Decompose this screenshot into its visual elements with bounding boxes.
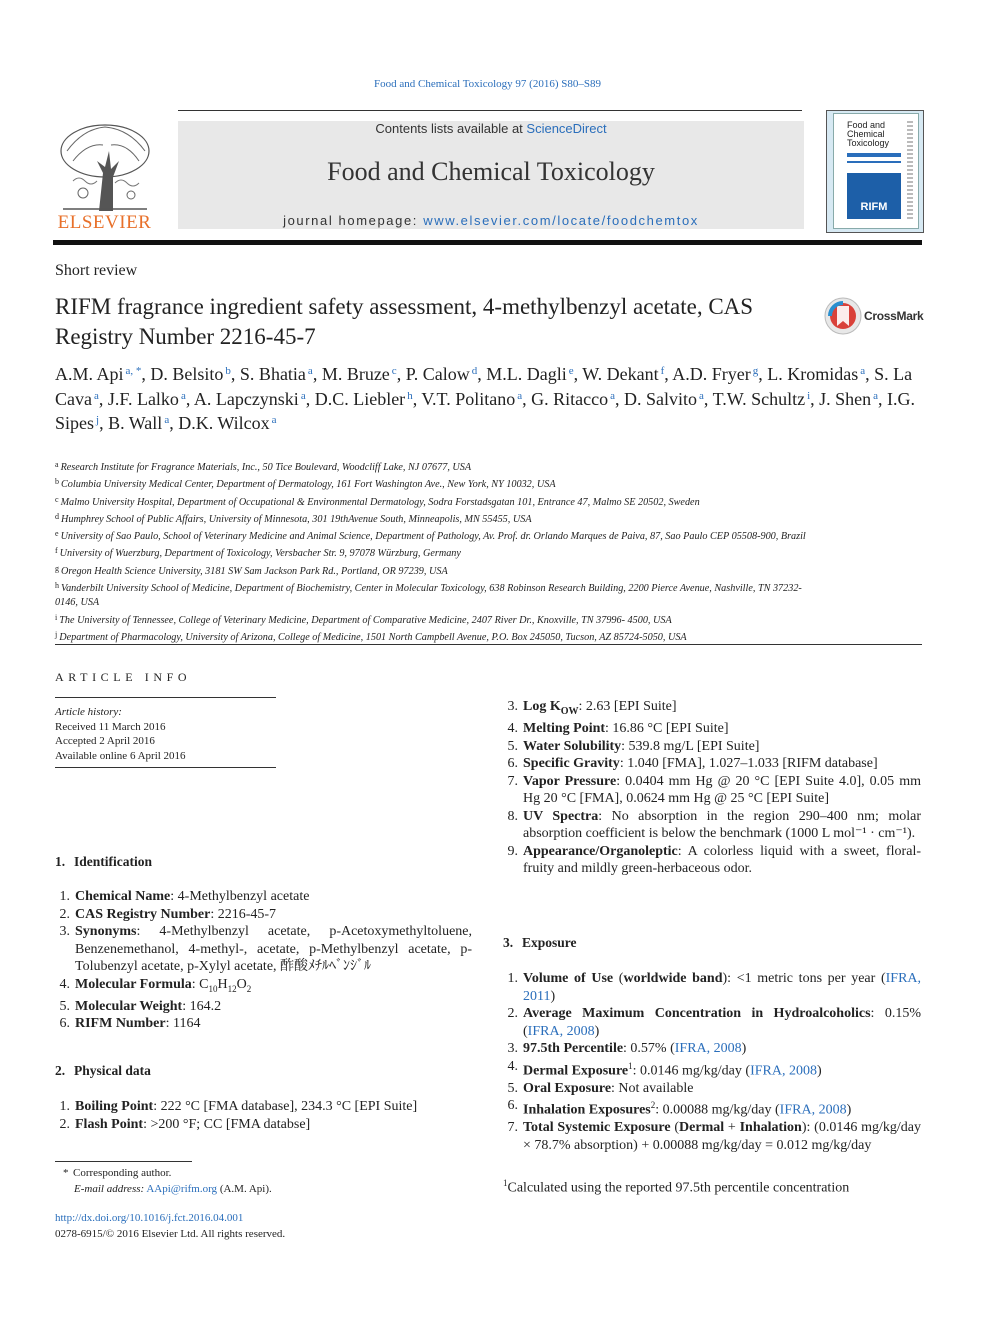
author-affiliation-marker[interactable]: a [610, 389, 615, 402]
cover-rifm-logo: RIFM [860, 201, 888, 213]
email-link[interactable]: AApi@rifm.org [146, 1182, 218, 1195]
affiliation-text: Columbia University Medical Center, Department of Dermatology, 161 Fort Washington Ave., New York, NY 10032, USA [61, 479, 556, 491]
author[interactable]: W. Dekant [582, 364, 659, 384]
author[interactable]: G. Ritacco [531, 388, 609, 409]
author-affiliation-marker[interactable]: b [225, 365, 231, 377]
author-affiliation-marker[interactable]: e [568, 365, 574, 377]
author[interactable]: D. Belsito [150, 364, 224, 384]
list-item: 1. Chemical Name: 4-Methylbenzyl acetate [59, 889, 310, 904]
elsevier-wordmark: ELSEVIER [57, 212, 152, 233]
affiliation [55, 611, 815, 628]
author-affiliation-marker[interactable]: a [307, 365, 313, 377]
affiliation [55, 527, 815, 544]
author-affiliation-marker[interactable]: f [660, 365, 665, 377]
affiliation-text: Oregon Health Science University, 3181 SW Sam Jackson Park Rd., Portland, OR 97239, USA [61, 565, 448, 577]
affiliation [55, 458, 815, 475]
author[interactable]: A.D. Fryer [672, 364, 751, 384]
doi-link[interactable]: http://dx.doi.org/10.1016/j.fct.2016.04.001 [55, 1212, 244, 1224]
author-affiliation-marker[interactable]: d [471, 365, 478, 377]
list-item: 4. Melting Point: 16.86 °C [EPI Suite] [507, 721, 729, 737]
author-affiliation-marker[interactable]: a, * [125, 365, 142, 377]
affiliation-letter: i [55, 612, 58, 622]
received-date: Received 11 March 2016 [55, 720, 166, 733]
list-item: 1. Boiling Point: 222 °C [FMA database], 234.3 °C [EPI Suite] [59, 1099, 418, 1114]
author-affiliation-marker[interactable]: g [752, 365, 759, 377]
affiliation-text: Research Institute for Fragrance Materials, Inc., 50 Tice Boulevard, Woodcliff Lake, NJ 07677, USA [60, 462, 472, 473]
list-item: 5. Water Solubility: 539.8 mg/L [EPI Suite] [507, 738, 760, 754]
author[interactable]: D.C. Liebler [314, 388, 406, 409]
affiliation-text: Humphrey School of Public Affairs, University of Minnesota, 301 19thAvenue South, Minneapolis, MN 55455, USA [61, 513, 532, 525]
identification-list [55, 888, 472, 1033]
list-item: 9. Appearance/Organoleptic: A colorless liquid with a sweet, floral-fruity and mildly green-herbaceous odor. [507, 843, 921, 877]
section-exposure-heading: 3. Exposure [503, 935, 577, 950]
article-title: RIFM fragrance ingredient safety assessment, 4-methylbenzyl acetate, CAS Registry Number 2216-45-7 [55, 294, 754, 349]
author-affiliation-marker[interactable]: a [164, 414, 170, 427]
list-item: 2. Flash Point: >200 °F; CC [FMA databse] [59, 1116, 311, 1132]
affiliation-letter: a [55, 460, 59, 469]
homepage-link[interactable]: www.elsevier.com/locate/foodchemtox [423, 213, 699, 228]
affiliation-text: Malmo University Hospital, Department of Occupational & Environmental Dermatology, Sodra Forstadsgatan 101, Entrance 47, Malmo SE 20502, Sweden [60, 496, 700, 508]
crossmark-badge[interactable] [824, 297, 862, 340]
history-label: Article history: [55, 706, 122, 718]
footnote-1: $^1$Calculated using the reported 97.5th percentile concentration [503, 1178, 850, 1196]
sciencedirect-link[interactable]: ScienceDirect [526, 121, 607, 136]
journal-title: Food and Chemical Toxicology [327, 157, 655, 186]
affiliation [55, 628, 815, 645]
affiliation-letter: e [55, 529, 59, 539]
footnote-rule [55, 1161, 192, 1162]
section-physical-heading: 2. Physical data [55, 1063, 151, 1078]
copyright: 0278-6915/© 2016 Elsevier Ltd. All rights reserved. [55, 1227, 286, 1240]
affiliation [55, 579, 815, 611]
affiliation [55, 493, 815, 510]
journal-citation[interactable]: Food and Chemical Toxicology 97 (2016) S80–S89 [374, 78, 601, 90]
author-affiliation-marker[interactable]: j [96, 414, 100, 427]
author[interactable]: M.L. Dagli [486, 364, 567, 384]
author[interactable]: S. La Cava [55, 364, 913, 409]
exposure-list [503, 970, 921, 1154]
affiliation [55, 544, 815, 561]
header-rule [178, 110, 802, 111]
author[interactable]: I.G. Sipes [55, 388, 916, 434]
corresponding-author-note: * Corresponding author. E-mail address: AApi@rifm.org (A.M. Api). [63, 1167, 272, 1195]
author[interactable]: A.M. Api [55, 364, 124, 384]
affiliation-letter: h [55, 581, 59, 591]
list-item: 4. Dermal Exposure$^1$: 0.0146 mg/kg/day (IFRA, 2008) [507, 1058, 822, 1079]
affiliation [55, 475, 815, 492]
affiliation-letter: d [55, 511, 59, 521]
affiliation-text: University of Sao Paulo, School of Veterinary Medicine and Animal Science, Department of Pathology, Av. Prof. dr. Orlando Marques de Paiva, 87, Sao Paulo CEP 05508-900, Brazil [60, 531, 806, 543]
author[interactable]: J.F. Lalko [107, 388, 179, 409]
affiliation-letter: c [55, 494, 59, 504]
section-identification-heading: 1. Identification [55, 854, 153, 869]
list-item: 8. UV Spectra: No absorption in the region 290–400 nm; molar absorption coefficient is below the benchmark (1000 L mol⁻¹ · cm⁻¹). [507, 808, 922, 842]
list-item: 7. Total Systemic Exposure (Dermal + Inhalation): (0.0146 mg/kg/day × 78.7% absorption) + 0.00088 mg/kg/day = 0.012 mg/kg/day [507, 1120, 921, 1153]
ifra-2008-link[interactable]: IFRA, 2008 [674, 1041, 742, 1056]
list-item: 2. CAS Registry Number: 2216-45-7 [59, 906, 277, 922]
author-affiliation-marker[interactable]: a [517, 389, 523, 402]
affiliation [55, 510, 815, 527]
article-history [55, 705, 186, 763]
affiliation [55, 562, 815, 579]
ifra-2011-link[interactable]: IFRA, 2011 [523, 971, 922, 1004]
author[interactable]: P. Calow [405, 364, 470, 384]
author[interactable]: B. Wall [108, 413, 163, 434]
author-affiliation-marker[interactable]: h [407, 389, 413, 402]
author-affiliation-marker[interactable]: i [807, 389, 811, 402]
ifra-2008-link[interactable]: IFRA, 2008 [779, 1102, 847, 1118]
journal-homepage: journal homepage: www.elsevier.com/locate/foodchemtox [283, 213, 699, 228]
author-affiliation-marker[interactable]: a [93, 389, 99, 402]
affiliation-letter: g [55, 563, 59, 573]
online-date: Available online 6 April 2016 [55, 749, 186, 762]
affiliation-text: Vanderbilt University School of Medicine, Department of Biochemistry, Center in Molecular Toxicology, 638 Robinson Research Building, 2200 Pierce Avenue, Nashville, TN 37232-0146, USA [55, 583, 802, 609]
author-affiliation-marker[interactable]: a [271, 414, 277, 427]
section-rule [55, 644, 922, 645]
header-thick-rule [53, 240, 922, 245]
author-list: A.M. Api $^{a, *}$, D. Belsito $^b$, S. Bhatia $^a$, M. Bruze $^c$, P. Calow $^d$, M.L. Dagli $^e$, W. Dekant $^f$, A.D. Fryer $^g$, L. Kromidas $^a$, S. La Cava $^a$, J.F. Lalko $^a$, A. Lapczynski $^a$, D.C. Liebler $^h$, V.T. Politano $^a$, G. Ritacco $^a$, D. Salvito $^a$, T.W. Schultz $^i$, J. Shen $^a$, I.G. Sipes $^j$, B. Wall $^a$, D.K. Wilcox $^a$ [55, 364, 916, 434]
list-item: 3. 97.5th Percentile: 0.57% (IFRA, 2008) [507, 1041, 747, 1056]
author[interactable]: T.W. Schultz [712, 388, 806, 409]
doi-block [55, 1211, 285, 1242]
list-item: 4. Molecular Formula: $C_{10}H_{12}O_2$ [59, 976, 252, 994]
list-item: 3. Synonyms: 4-Methylbenzyl acetate, p-Acetoxymethyltoluene, Benzenemethanol, 4-methyl-, acetate, p-Methylbenzyl acetate, p-Tolubenzyl acetate, p-Xylyl acetate, 酢酸ﾒﾁﾙﾍﾞﾝｼﾞﾙ [59, 924, 472, 974]
author[interactable]: J. Shen [819, 388, 872, 409]
accepted-date: Accepted 2 April 2016 [55, 735, 155, 748]
list-item: 7. Vapor Pressure: 0.0404 mm Hg @ 20 °C [EPI Suite 4.0], 0.05 mm Hg 20 °C [FMA], 0.0624 mm Hg @ 25 °C [EPI Suite] [507, 773, 921, 807]
author-affiliation-marker[interactable]: a [860, 365, 866, 377]
physical-list-left [55, 1098, 472, 1133]
article-type: Short review [55, 262, 138, 279]
author-affiliation-marker[interactable]: a [699, 389, 704, 402]
affiliations [55, 458, 815, 645]
list-item: 3. Log $K_{OW}$: 2.63 [EPI Suite] [507, 699, 677, 717]
cover-title-3: Toxicology [847, 138, 890, 148]
affiliation-letter: b [55, 477, 59, 487]
author[interactable]: D. Salvito [623, 388, 697, 409]
contents-line: Contents lists available at ScienceDirect [375, 121, 607, 136]
affiliation-letter: f [55, 546, 58, 556]
affiliation-text: University of Wuerzburg, Department of Toxicology, Versbacher Str. 9, 97078 Würzburg, Germany [59, 548, 461, 560]
author[interactable]: A. Lapczynski [193, 388, 299, 409]
list-item: 5. Oral Exposure: Not available [507, 1080, 694, 1096]
article-info-heading: ARTICLE INFO [55, 670, 192, 684]
author[interactable]: S. Bhatia [239, 364, 306, 384]
physical-list-right [503, 698, 921, 878]
author[interactable]: M. Bruze [321, 364, 390, 384]
cover-title-1: Food and [847, 120, 886, 130]
list-item: 6. Specific Gravity: 1.040 [FMA], 1.027–1.033 [RIFM database] [507, 756, 878, 772]
list-item: 6. RIFM Number: 1164 [59, 1016, 201, 1032]
list-item: 5. Molecular Weight: 164.2 [59, 998, 222, 1014]
crossmark-label[interactable]: CrossMark [864, 309, 924, 323]
article-info-rule-top [55, 697, 276, 698]
crossmark-icon [824, 297, 862, 335]
list-item: 2. Average Maximum Concentration in Hydroalcoholics: 0.15% (IFRA, 2008) [507, 1006, 921, 1039]
author-affiliation-marker[interactable]: a [873, 389, 879, 402]
author[interactable]: L. Kromidas [767, 364, 859, 384]
author[interactable]: V.T. Politano [421, 388, 516, 409]
list-item: 1. Volume of Use (worldwide band): <1 metric tons per year (IFRA, 2011) [507, 971, 922, 1004]
affiliation-letter: j [55, 629, 58, 639]
author-affiliation-marker[interactable]: a [300, 389, 306, 402]
affiliation-text: Department of Pharmacology, University of Arizona, College of Medicine, 1501 North Campbell Avenue, P.O. Box 245050, Tucson, AZ 85724-5050, USA [59, 631, 687, 643]
list-item: 6. Inhalation Exposures$^2$: 0.00088 mg/kg/day (IFRA, 2008) [507, 1098, 852, 1118]
article-info-rule-bottom [55, 767, 276, 768]
cover-title-2: Chemical [847, 129, 885, 139]
affiliation-text: The University of Tennessee, College of Veterinary Medicine, Department of Comparative Medicine, 2407 River Dr., Knoxville, TN 37996- 4500, USA [59, 614, 672, 626]
author-affiliation-marker[interactable]: a [180, 389, 186, 402]
ifra-2008-link[interactable]: IFRA, 2008 [527, 1023, 595, 1039]
author[interactable]: D.K. Wilcox [178, 413, 270, 434]
author-affiliation-marker[interactable]: c [391, 365, 397, 377]
journal-cover-thumbnail[interactable] [826, 110, 924, 233]
ifra-2008-link[interactable]: IFRA, 2008 [750, 1063, 817, 1079]
